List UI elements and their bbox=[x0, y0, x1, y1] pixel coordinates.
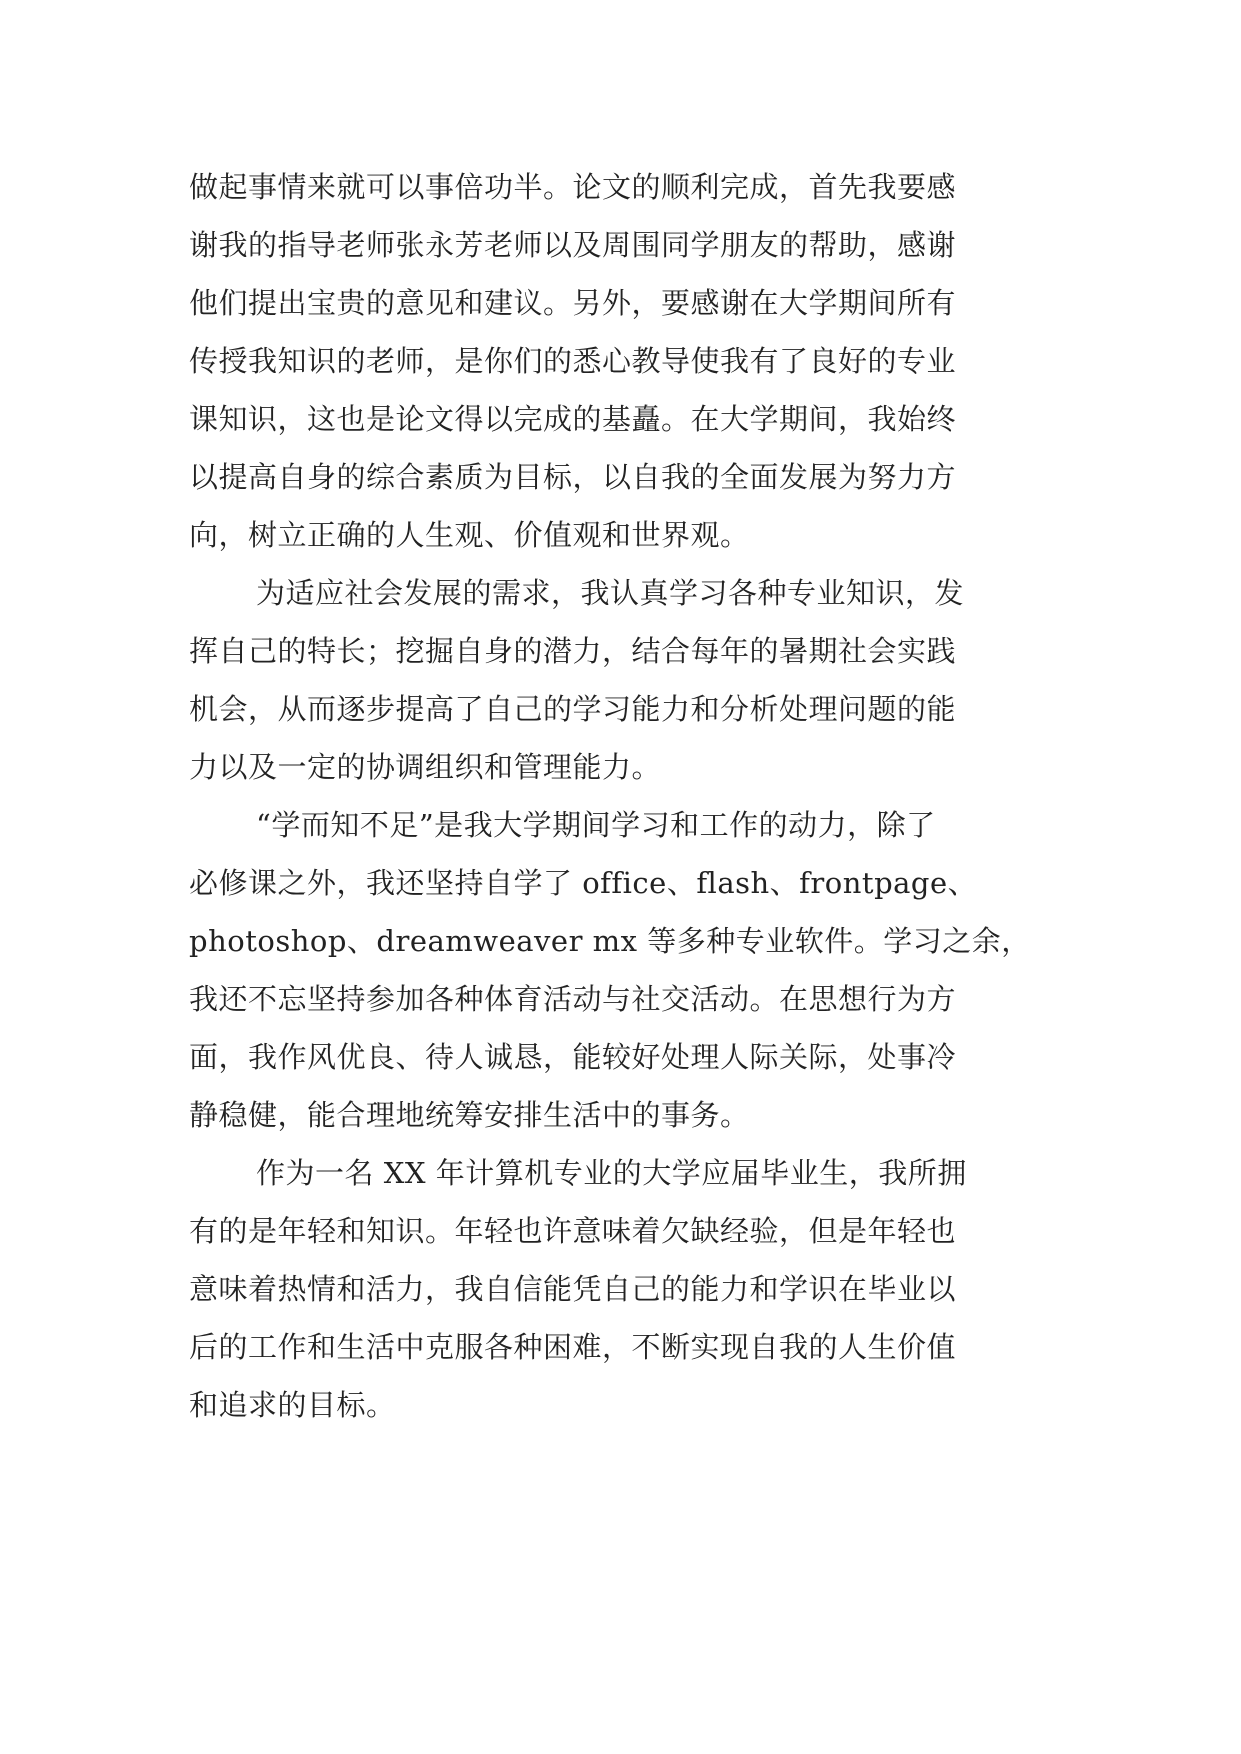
document-body bbox=[189, 158, 1069, 1434]
text-line: 力以及一定的协调组织和管理能力。 bbox=[189, 750, 662, 784]
text-line: 做起事情来就可以事倍功半。论文的顺利完成，首先我要感 bbox=[189, 170, 957, 204]
text-line: 面，我作风优良、待人诚恳，能较好处理人际关际，处事冷 bbox=[189, 1040, 957, 1074]
paragraph-start-line: 作为一名 XX 年计算机专业的大学应届毕业生，我所拥 bbox=[256, 1156, 967, 1190]
text-line: 他们提出宝贵的意见和建议。另外，要感谢在大学期间所有 bbox=[189, 286, 957, 320]
text-line: 机会，从而逐步提高了自己的学习能力和分析处理问题的能 bbox=[189, 692, 957, 726]
text-line: photoshop、dreamweaver mx 等多种专业软件。学习之余， bbox=[189, 924, 1031, 958]
text-line: 课知识，这也是论文得以完成的基矗。在大学期间，我始终 bbox=[189, 402, 957, 436]
text-line: 意味着热情和活力，我自信能凭自己的能力和学识在毕业以 bbox=[189, 1272, 957, 1306]
text-line: 静稳健，能合理地统筹安排生活中的事务。 bbox=[189, 1098, 750, 1132]
paragraph-start-line: “学而知不足”是我大学期间学习和工作的动力，除了 bbox=[256, 808, 936, 842]
text-line: 和追求的目标。 bbox=[189, 1388, 396, 1422]
text-line: 以提高自身的综合素质为目标，以自我的全面发展为努力方 bbox=[189, 460, 957, 494]
text-line: 挥自己的特长；挖掘自身的潜力，结合每年的暑期社会实践 bbox=[189, 634, 957, 668]
text-line: 向，树立正确的人生观、价值观和世界观。 bbox=[189, 518, 750, 552]
text-line: 我还不忘坚持参加各种体育活动与社交活动。在思想行为方 bbox=[189, 982, 957, 1016]
text-line: 后的工作和生活中克服各种困难，不断实现自我的人生价值 bbox=[189, 1330, 957, 1364]
text-line: 有的是年轻和知识。年轻也许意味着欠缺经验，但是年轻也 bbox=[189, 1214, 957, 1248]
text-line: 必修课之外，我还坚持自学了 office、flash、frontpage、 bbox=[189, 866, 978, 900]
paragraph-start-line: 为适应社会发展的需求，我认真学习各种专业知识，发 bbox=[256, 576, 965, 610]
text-line: 传授我知识的老师，是你们的悉心教导使我有了良好的专业 bbox=[189, 344, 957, 378]
text-line: 谢我的指导老师张永芳老师以及周围同学朋友的帮助，感谢 bbox=[189, 228, 957, 262]
